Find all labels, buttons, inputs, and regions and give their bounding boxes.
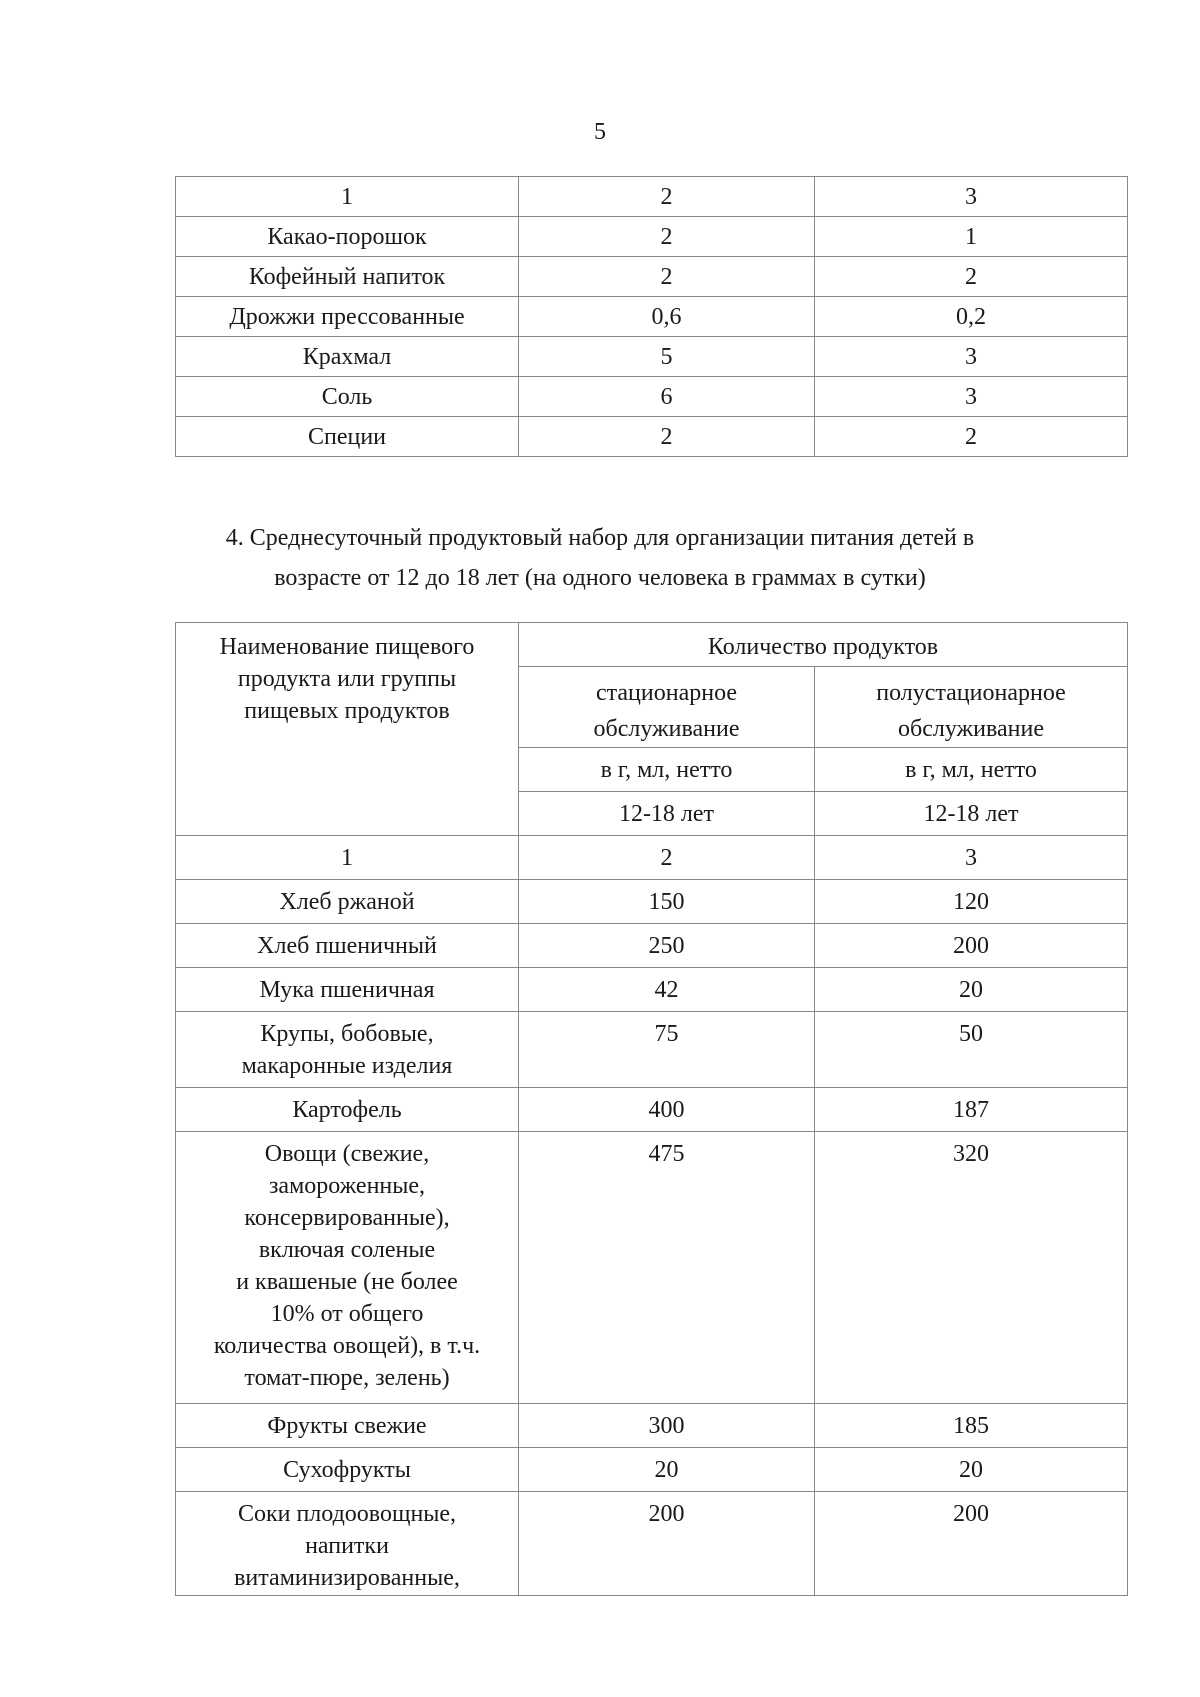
semi-stationary-value-cell: 120 xyxy=(815,880,1128,924)
stationary-value-cell: 42 xyxy=(519,968,815,1012)
semi-stationary-value-cell: 20 xyxy=(815,1448,1128,1492)
table-row xyxy=(176,377,1128,417)
table-row xyxy=(176,924,1128,968)
table-row xyxy=(176,417,1128,457)
header-line: обслуживание xyxy=(898,716,1044,742)
product-name-line: Сухофрукты xyxy=(283,1457,411,1483)
product-name-line: Крупы, бобовые, xyxy=(260,1021,434,1047)
header-line: стационарное xyxy=(595,680,738,706)
product-name-cell: Кофейный напиток xyxy=(176,257,519,297)
section-heading xyxy=(120,518,1080,598)
column-number-cell: 1 xyxy=(176,177,519,217)
product-name-cell xyxy=(176,1492,519,1596)
stationary-value-cell: 250 xyxy=(519,924,815,968)
semi-stationary-header xyxy=(815,667,1128,748)
column-number-row xyxy=(176,177,1128,217)
product-name-line: макаронные изделия xyxy=(241,1053,453,1079)
table-row xyxy=(176,968,1128,1012)
stationary-value-cell: 0,6 xyxy=(519,297,815,337)
stationary-value-cell: 6 xyxy=(519,377,815,417)
product-name-line: напитки xyxy=(305,1533,389,1559)
stationary-value-cell: 300 xyxy=(519,1404,815,1448)
food-set-table xyxy=(175,622,1128,1596)
food-rows xyxy=(176,880,1128,1596)
table-row xyxy=(176,1492,1128,1596)
table-row xyxy=(176,880,1128,924)
column-number-cell: 2 xyxy=(519,836,815,880)
product-name-cell xyxy=(176,1448,519,1492)
semi-stationary-value-cell: 50 xyxy=(815,1012,1128,1088)
product-name-line: и квашеные (не более xyxy=(236,1269,458,1295)
header-line: продукта или группы xyxy=(237,666,457,692)
age-header: 12-18 лет xyxy=(519,792,815,836)
column-number-cell: 3 xyxy=(815,836,1128,880)
product-name-line: Хлеб пшеничный xyxy=(257,933,437,959)
unit-header: в г, мл, нетто xyxy=(519,748,815,792)
product-name-cell: Дрожжи прессованные xyxy=(176,297,519,337)
semi-stationary-value-cell: 187 xyxy=(815,1088,1128,1132)
stationary-value-cell: 400 xyxy=(519,1088,815,1132)
product-name-line: Мука пшеничная xyxy=(259,977,435,1003)
stationary-value-cell: 200 xyxy=(519,1492,815,1596)
header-line: пищевых продуктов xyxy=(244,698,450,724)
age-header: 12-18 лет xyxy=(815,792,1128,836)
column-number-cell: 2 xyxy=(519,177,815,217)
stationary-value-cell: 5 xyxy=(519,337,815,377)
product-name-line: количества овощей), в т.ч. xyxy=(213,1333,481,1359)
product-name-cell xyxy=(176,1404,519,1448)
stationary-value-cell: 150 xyxy=(519,880,815,924)
header-row xyxy=(176,623,1128,667)
product-name-cell xyxy=(176,880,519,924)
table-row xyxy=(176,1012,1128,1088)
semi-stationary-value-cell: 3 xyxy=(815,337,1128,377)
column-number-cell: 3 xyxy=(815,177,1128,217)
table-row xyxy=(176,297,1128,337)
table-row xyxy=(176,1132,1128,1404)
table-row xyxy=(176,1448,1128,1492)
semi-stationary-value-cell: 2 xyxy=(815,257,1128,297)
column-number-cell: 1 xyxy=(176,836,519,880)
product-name-line: Картофель xyxy=(292,1097,402,1123)
section-heading-line: 4. Среднесуточный продуктовый набор для организации питания детей в xyxy=(225,525,975,551)
header-line: Наименование пищевого xyxy=(219,634,475,660)
product-name-line: томат-пюре, зелень) xyxy=(244,1365,450,1391)
header-line: полустационарное xyxy=(876,680,1066,706)
product-name-line: замороженные, xyxy=(268,1173,426,1199)
product-name-line: включая соленые xyxy=(258,1237,436,1263)
semi-stationary-value-cell: 200 xyxy=(815,1492,1128,1596)
unit-header: в г, мл, нетто xyxy=(815,748,1128,792)
header-line: обслуживание xyxy=(593,716,740,742)
section-heading-line: возрасте от 12 до 18 лет (на одного человека в граммах в сутки) xyxy=(274,565,926,591)
semi-stationary-value-cell: 20 xyxy=(815,968,1128,1012)
column-number-row xyxy=(176,836,1128,880)
product-name-cell: Какао-порошок xyxy=(176,217,519,257)
stationary-value-cell: 2 xyxy=(519,417,815,457)
product-name-line: Овощи (свежие, xyxy=(264,1141,430,1167)
product-name-cell: Соль xyxy=(176,377,519,417)
table-row xyxy=(176,217,1128,257)
product-name-cell xyxy=(176,1012,519,1088)
semi-stationary-value-cell: 3 xyxy=(815,377,1128,417)
stationary-value-cell: 2 xyxy=(519,217,815,257)
product-name-header xyxy=(176,623,519,836)
quantity-header: Количество продуктов xyxy=(519,623,1128,667)
top-table xyxy=(175,176,1128,457)
table-row xyxy=(176,1088,1128,1132)
product-name-line: витаминизированные, xyxy=(234,1565,460,1591)
semi-stationary-value-cell: 1 xyxy=(815,217,1128,257)
product-name-line: Хлеб ржаной xyxy=(279,889,415,915)
semi-stationary-value-cell: 200 xyxy=(815,924,1128,968)
product-name-cell xyxy=(176,924,519,968)
stationary-value-cell: 20 xyxy=(519,1448,815,1492)
semi-stationary-value-cell: 0,2 xyxy=(815,297,1128,337)
product-name-cell xyxy=(176,1088,519,1132)
product-name-cell: Специи xyxy=(176,417,519,457)
product-name-cell xyxy=(176,968,519,1012)
product-name-line: 10% от общего xyxy=(270,1301,424,1327)
product-name-line: Фрукты свежие xyxy=(267,1413,427,1439)
semi-stationary-value-cell: 2 xyxy=(815,417,1128,457)
product-name-cell: Крахмал xyxy=(176,337,519,377)
table-row xyxy=(176,257,1128,297)
stationary-value-cell: 475 xyxy=(519,1132,815,1404)
page-number: 5 xyxy=(594,119,606,145)
product-name-line: консервированные), xyxy=(244,1205,450,1231)
table-row xyxy=(176,337,1128,377)
table-row xyxy=(176,1404,1128,1448)
stationary-value-cell: 75 xyxy=(519,1012,815,1088)
product-name-line: Соки плодоовощные, xyxy=(237,1501,457,1527)
stationary-value-cell: 2 xyxy=(519,257,815,297)
stationary-header xyxy=(519,667,815,748)
semi-stationary-value-cell: 320 xyxy=(815,1132,1128,1404)
product-name-cell xyxy=(176,1132,519,1404)
semi-stationary-value-cell: 185 xyxy=(815,1404,1128,1448)
